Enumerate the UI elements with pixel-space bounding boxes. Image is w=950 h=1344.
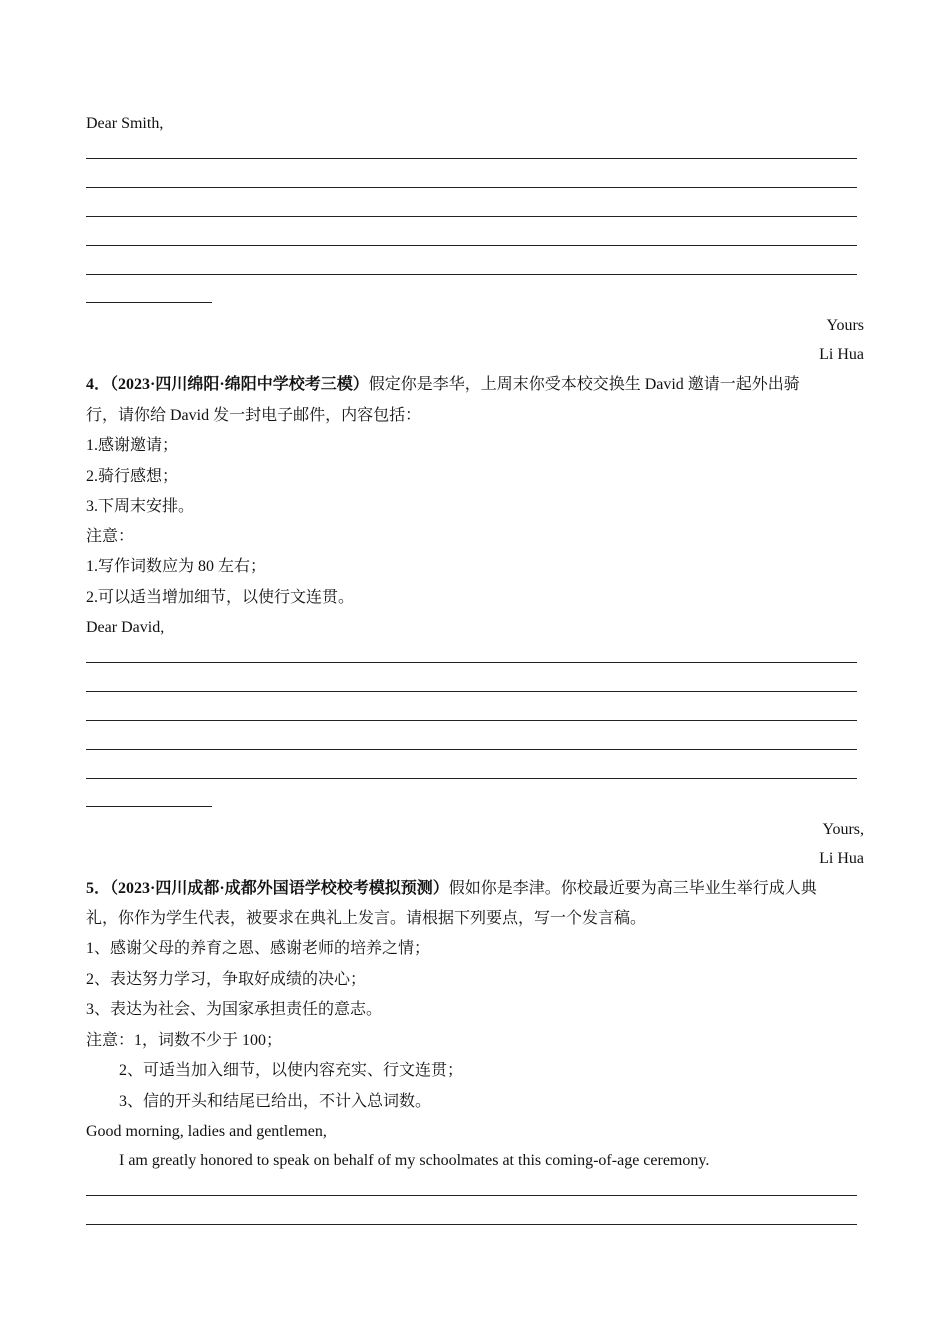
content-point: 3.下周末安排。 xyxy=(86,498,195,515)
writing-line xyxy=(86,691,857,692)
note-label: 注意： xyxy=(86,528,135,545)
content-point: 2、表达努力学习，争取好成绩的决心； xyxy=(86,971,367,988)
content-point: 2.骑行感想； xyxy=(86,468,179,485)
writing-line xyxy=(86,749,857,750)
writing-line xyxy=(86,1195,857,1196)
note-item: 3、信的开头和结尾已给出，不计入总词数。 xyxy=(119,1093,432,1110)
question-number: 5． xyxy=(86,880,111,897)
content-point: 1.感谢邀请； xyxy=(86,437,179,454)
note-item: 1.写作词数应为 80 左右； xyxy=(86,558,267,575)
speech-greeting: Good morning, ladies and gentlemen, xyxy=(86,1123,327,1140)
greeting-smith: Dear Smith, xyxy=(86,115,164,132)
question-prompt-text: 行，请你给 David 发一封电子邮件，内容包括： xyxy=(86,407,422,424)
note-item: 2.可以适当增加细节，以使行文连贯。 xyxy=(86,589,355,606)
question-5-prompt xyxy=(86,879,817,899)
writing-line xyxy=(86,245,857,246)
question-number: 4． xyxy=(86,376,111,393)
question-source: （2023·四川成都·成都外国语学校校考模拟预测） xyxy=(110,880,449,897)
note-item: 2、可适当加入细节，以使内容充实、行文连贯； xyxy=(119,1062,464,1079)
writing-line-short xyxy=(86,302,212,303)
writing-line-short xyxy=(86,806,212,807)
question-prompt-text: 假定你是李华，上周末你受本校交换生 David 邀请一起外出骑 xyxy=(368,376,800,393)
question-prompt-text: 假如你是李津。你校最近要为高三毕业生举行成人典 xyxy=(448,880,817,897)
writing-line xyxy=(86,1224,857,1225)
writing-line xyxy=(86,187,857,188)
writing-line xyxy=(86,274,857,275)
writing-line xyxy=(86,778,857,779)
closing-yours: Yours, xyxy=(822,821,864,838)
writing-line xyxy=(86,720,857,721)
closing-yours: Yours xyxy=(826,317,864,334)
note-item: 注意：1，词数不少于 100； xyxy=(86,1032,283,1049)
writing-line xyxy=(86,662,857,663)
signature: Li Hua xyxy=(819,346,864,363)
speech-opening: I am greatly honored to speak on behalf of my schoolmates at this coming-of-age ceremony. xyxy=(119,1152,710,1169)
writing-line xyxy=(86,216,857,217)
question-prompt-text: 礼，你作为学生代表，被要求在典礼上发言。请根据下列要点，写一个发言稿。 xyxy=(86,910,647,927)
writing-line xyxy=(86,158,857,159)
greeting-david: Dear David, xyxy=(86,619,165,636)
content-point: 1、感谢父母的养育之恩、感谢老师的培养之情； xyxy=(86,940,431,957)
question-4-prompt xyxy=(86,375,800,395)
signature: Li Hua xyxy=(819,850,864,867)
question-source: （2023·四川绵阳·绵阳中学校考三模） xyxy=(110,376,369,393)
content-point: 3、表达为社会、为国家承担责任的意志。 xyxy=(86,1001,383,1018)
